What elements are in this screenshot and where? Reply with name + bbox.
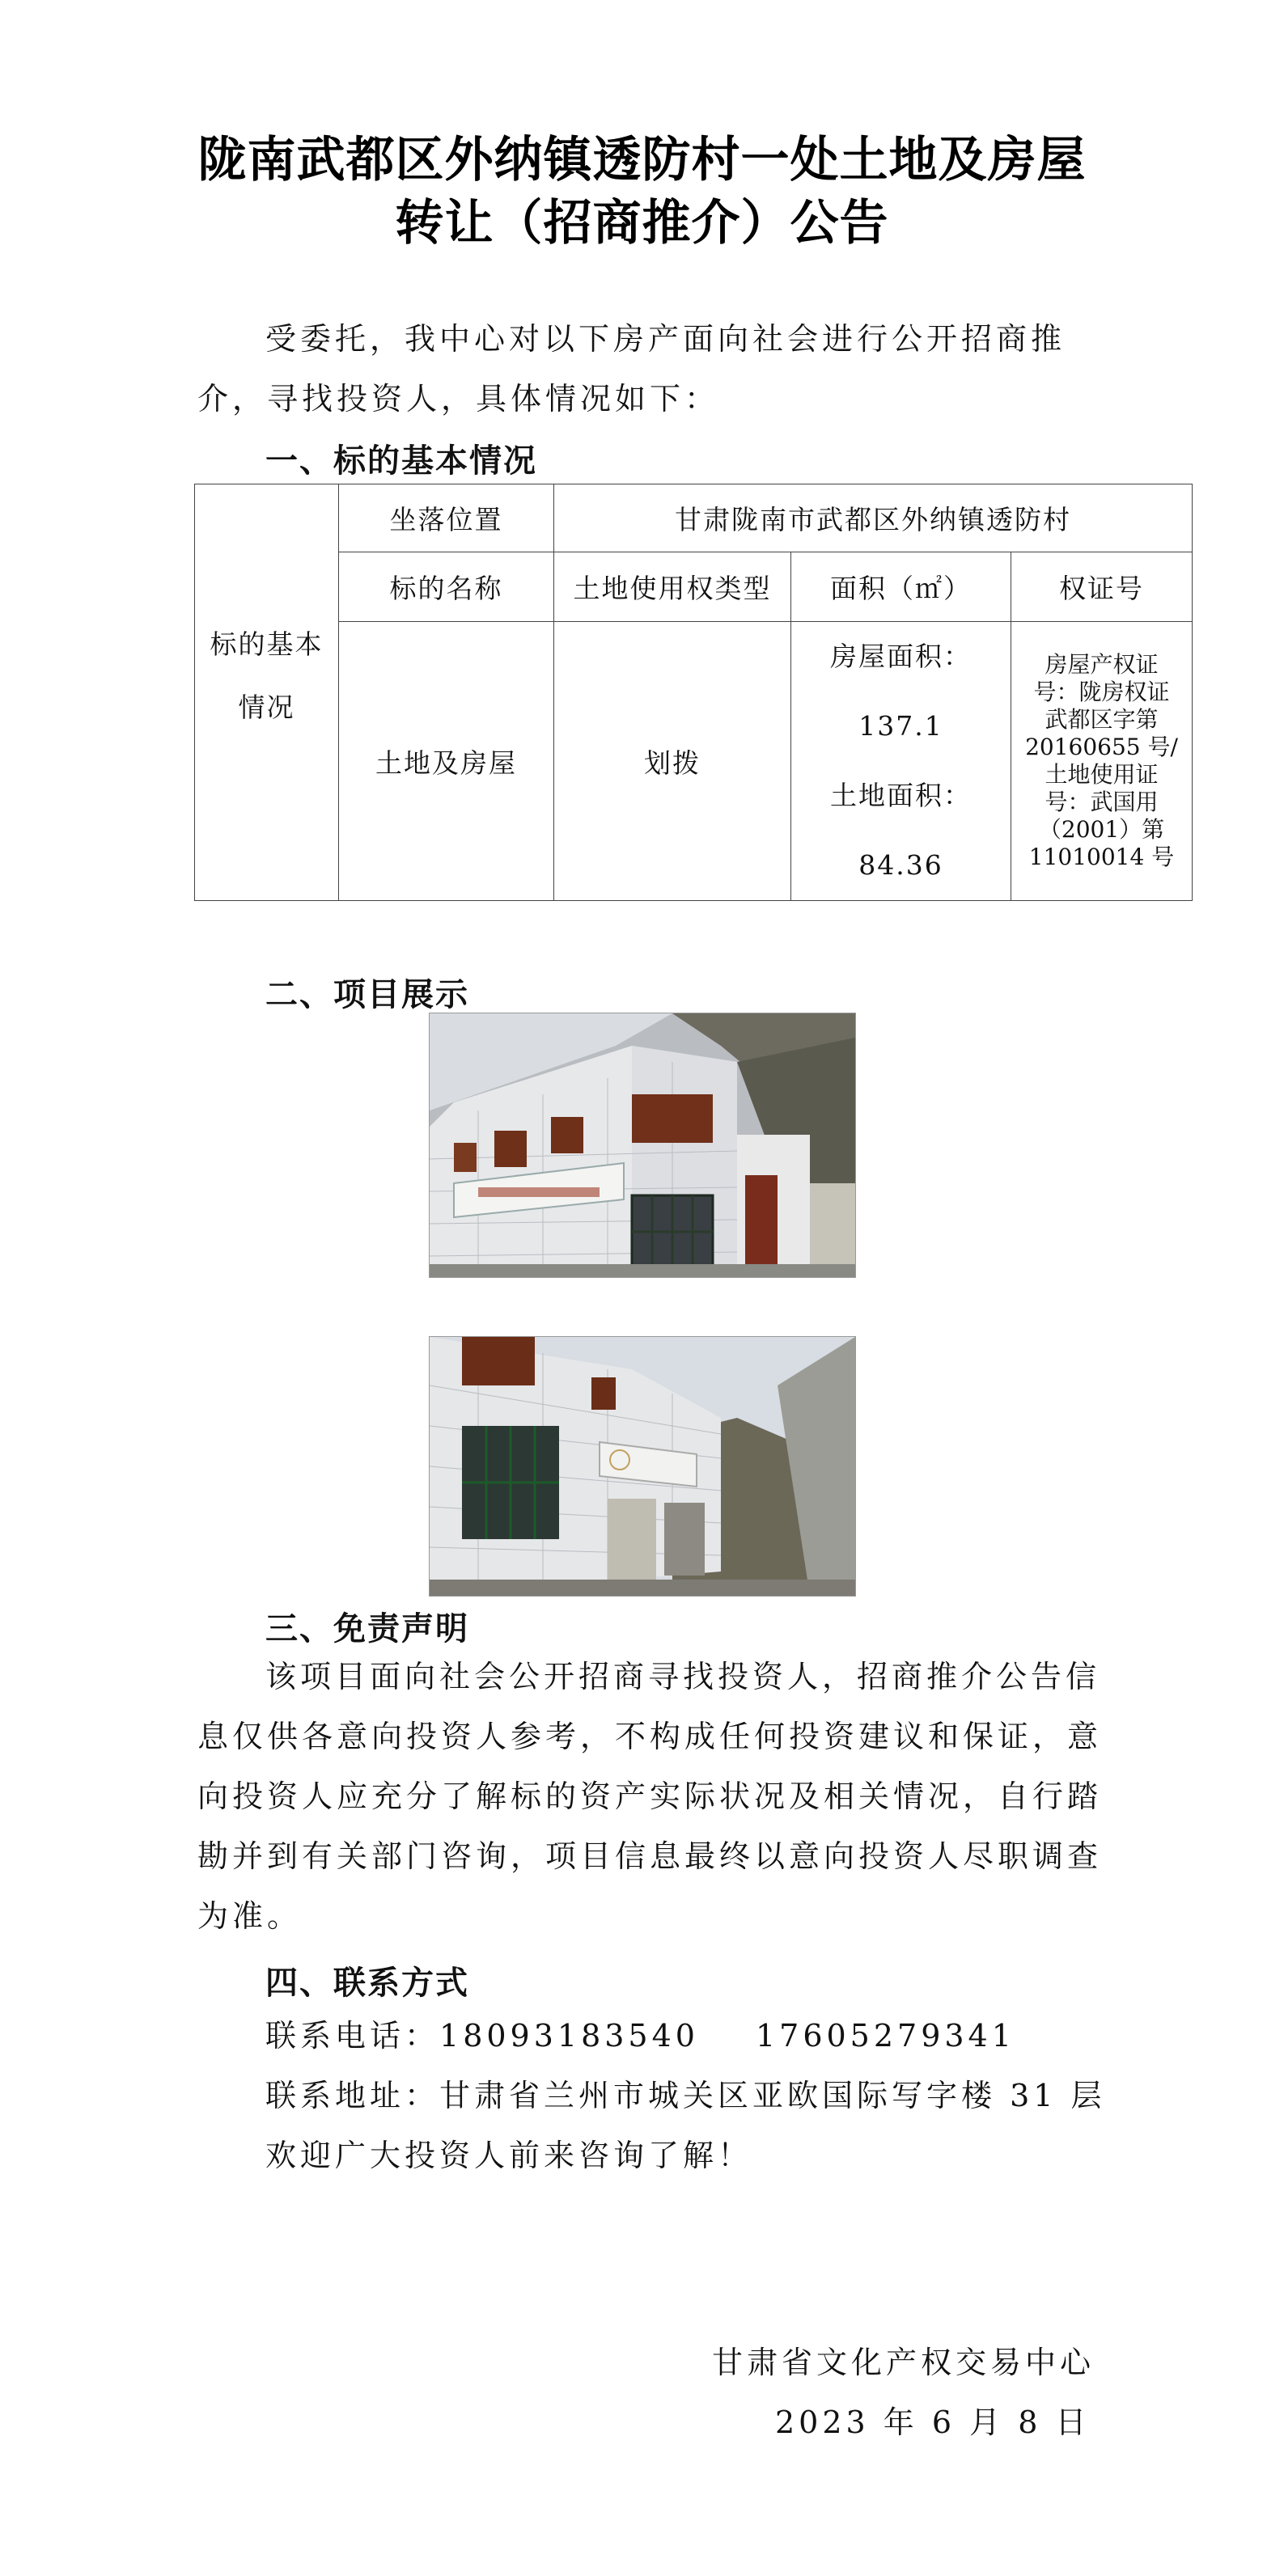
table-header-row — [195, 552, 1193, 622]
page-title-line1: 陇南武都区外纳镇透防村一处土地及房屋 — [197, 132, 1087, 188]
section-heading-basic: 一、标的基本情况 — [265, 442, 537, 480]
header-area: 面积（㎡） — [791, 552, 1011, 622]
table-row — [195, 484, 1193, 552]
header-land-type: 土地使用权类型 — [554, 552, 791, 622]
contact-block — [265, 2006, 1155, 2185]
certificate-line: （2001）第 — [1038, 816, 1165, 843]
phone-number-2: 17605279341 — [755, 2018, 1015, 2054]
disclaimer-line: 息仅供各意向投资人参考，不构成任何投资建议和保证，意 — [197, 1719, 1103, 1754]
welcome-line: 欢迎广大投资人前来咨询了解！ — [265, 2138, 753, 2173]
house-area-label: 房屋面积： — [830, 641, 972, 672]
certificate-line: 土地使用证 — [1045, 761, 1159, 788]
intro-paragraph — [197, 309, 1087, 429]
address-label: 联系地址： — [265, 2078, 440, 2113]
disclaimer-line: 勘并到有关部门咨询，项目信息最终以意向投资人尽职调查 — [197, 1838, 1103, 1874]
land-area-label: 土地面积： — [830, 780, 972, 811]
certificate-line: 号：武国用 — [1045, 789, 1159, 815]
certificate-line: 房屋产权证 — [1045, 651, 1159, 678]
disclaimer-paragraph — [197, 1647, 1103, 1946]
address-value: 甘肃省兰州市城关区亚欧国际写字楼 31 层 — [439, 2078, 1106, 2113]
header-name: 标的名称 — [339, 552, 554, 622]
signature-org: 甘肃省文化产权交易中心 — [712, 2345, 1095, 2380]
header-certificate: 权证号 — [1011, 552, 1193, 622]
disclaimer-line: 为准。 — [197, 1898, 303, 1934]
contact-address-line — [265, 2066, 1155, 2126]
intro-line-2: 介，寻找投资人，具体情况如下： — [197, 381, 720, 417]
group-label-cell — [195, 484, 339, 901]
group-label-line1: 标的基本 — [210, 628, 324, 660]
house-area-value: 137.1 — [858, 710, 943, 742]
land-area-value: 84.36 — [858, 849, 943, 881]
certificate-line: 号：陇房权证 — [1033, 679, 1170, 705]
subject-name: 土地及房屋 — [339, 622, 554, 901]
section-heading-disclaimer: 三、免责声明 — [265, 1610, 469, 1648]
section-heading-display: 二、项目展示 — [265, 976, 469, 1013]
intro-line-1: 受委托，我中心对以下房产面向社会进行公开招商推 — [265, 321, 1066, 357]
disclaimer-line: 向投资人应充分了解标的资产实际状况及相关情况，自行踏 — [197, 1779, 1103, 1814]
certificate-line: 20160655 号/ — [1025, 734, 1178, 760]
project-photo-side — [429, 1336, 856, 1597]
disclaimer-line: 该项目面向社会公开招商寻找投资人，招商推介公告信 — [265, 1659, 1101, 1694]
phone-label: 联系电话： — [265, 2018, 440, 2054]
page-title-line2: 转让（招商推介）公告 — [395, 195, 889, 252]
location-value: 甘肃陇南市武都区外纳镇透防村 — [554, 484, 1193, 552]
section-heading-contact: 四、联系方式 — [265, 1965, 469, 2002]
area-cell — [791, 622, 1011, 901]
basic-info-table — [194, 484, 1193, 901]
group-label-line2: 情况 — [238, 692, 295, 723]
certificate-line: 11010014 号 — [1028, 844, 1175, 870]
signature-date: 2023 年 6 月 8 日 — [775, 2405, 1091, 2440]
contact-phone-line — [265, 2006, 1155, 2066]
phone-number-1: 18093183540 — [439, 2018, 699, 2054]
certificate-cell — [1011, 622, 1193, 901]
land-type: 划拨 — [554, 622, 791, 901]
certificate-line: 武都区字第 — [1045, 706, 1159, 733]
location-label: 坐落位置 — [339, 484, 554, 552]
table-row — [195, 622, 1193, 901]
project-photo-front — [429, 1013, 856, 1278]
